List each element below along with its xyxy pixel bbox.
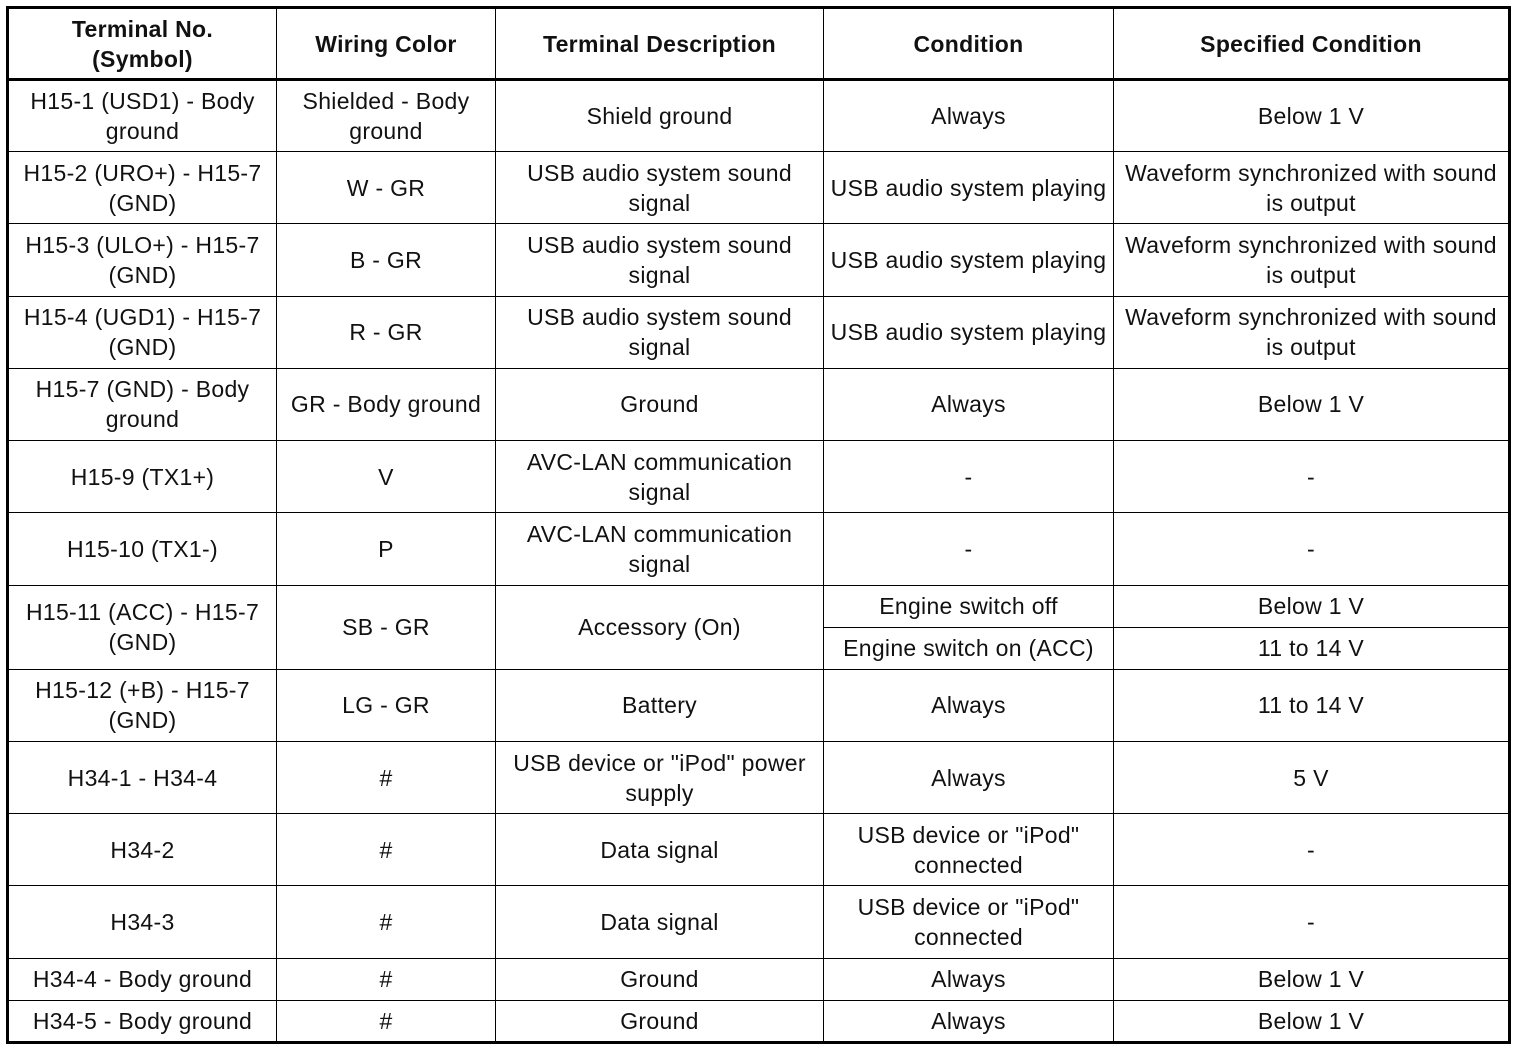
cell-terminal: H15-2 (URO+) - H15-7 (GND) — [8, 152, 277, 224]
cell-wiring-color: # — [277, 886, 496, 958]
cell-wiring-color: SB - GR — [277, 585, 496, 669]
header-terminal: Terminal No. (Symbol) — [8, 8, 277, 80]
header-wiring-color: Wiring Color — [277, 8, 496, 80]
header-row — [8, 8, 1510, 80]
cell-description: Data signal — [496, 886, 824, 958]
cell-wiring-color: LG - GR — [277, 669, 496, 741]
cell-description: Ground — [496, 958, 824, 1000]
cell-condition: - — [824, 513, 1114, 585]
cell-wiring-color: # — [277, 742, 496, 814]
cell-description: AVC-LAN communication signal — [496, 441, 824, 513]
cell-terminal: H34-3 — [8, 886, 277, 958]
cell-specified: Below 1 V — [1114, 80, 1510, 152]
cell-specified: Below 1 V — [1114, 1000, 1510, 1042]
cell-condition: USB device or "iPod" connected — [824, 814, 1114, 886]
cell-condition: USB device or "iPod" connected — [824, 886, 1114, 958]
cell-specified: Waveform synchronized with sound is output — [1114, 296, 1510, 368]
cell-description: USB audio system sound signal — [496, 152, 824, 224]
header-terminal-description: Terminal Description — [496, 8, 824, 80]
cell-wiring-color: V — [277, 441, 496, 513]
cell-specified: - — [1114, 886, 1510, 958]
cell-description: AVC-LAN communication signal — [496, 513, 824, 585]
cell-wiring-color: B - GR — [277, 224, 496, 296]
cell-description: Accessory (On) — [496, 585, 824, 669]
cell-condition: USB audio system playing — [824, 152, 1114, 224]
cell-specified: - — [1114, 441, 1510, 513]
table-row — [8, 80, 1510, 152]
cell-specified: 11 to 14 V — [1114, 669, 1510, 741]
header-condition: Condition — [824, 8, 1114, 80]
cell-description: Shield ground — [496, 80, 824, 152]
cell-wiring-color: P — [277, 513, 496, 585]
table-row — [8, 669, 1510, 741]
cell-description: Ground — [496, 368, 824, 440]
cell-condition: Engine switch off — [824, 585, 1114, 627]
cell-condition: Always — [824, 742, 1114, 814]
table-row — [8, 886, 1510, 958]
cell-condition: Always — [824, 669, 1114, 741]
cell-specified: Below 1 V — [1114, 368, 1510, 440]
cell-condition: USB audio system playing — [824, 224, 1114, 296]
cell-condition: Always — [824, 368, 1114, 440]
cell-condition: - — [824, 441, 1114, 513]
cell-wiring-color: # — [277, 1000, 496, 1042]
cell-terminal: H15-9 (TX1+) — [8, 441, 277, 513]
cell-terminal: H15-3 (ULO+) - H15-7 (GND) — [8, 224, 277, 296]
table-row — [8, 814, 1510, 886]
cell-wiring-color: # — [277, 814, 496, 886]
cell-specified: 5 V — [1114, 742, 1510, 814]
cell-description: Data signal — [496, 814, 824, 886]
cell-terminal: H34-4 - Body ground — [8, 958, 277, 1000]
cell-specified: - — [1114, 513, 1510, 585]
cell-terminal: H34-1 - H34-4 — [8, 742, 277, 814]
cell-wiring-color: R - GR — [277, 296, 496, 368]
table-row — [8, 224, 1510, 296]
cell-terminal: H15-10 (TX1-) — [8, 513, 277, 585]
cell-description: Battery — [496, 669, 824, 741]
cell-specified: - — [1114, 814, 1510, 886]
table-row — [8, 296, 1510, 368]
cell-condition: Always — [824, 1000, 1114, 1042]
table-row — [8, 368, 1510, 440]
table-row — [8, 513, 1510, 585]
cell-description: USB device or "iPod" power supply — [496, 742, 824, 814]
table-row — [8, 1000, 1510, 1042]
cell-terminal: H34-2 — [8, 814, 277, 886]
cell-terminal: H15-4 (UGD1) - H15-7 (GND) — [8, 296, 277, 368]
terminal-spec-table — [6, 6, 1511, 1044]
cell-condition: USB audio system playing — [824, 296, 1114, 368]
cell-wiring-color: W - GR — [277, 152, 496, 224]
cell-terminal: H34-5 - Body ground — [8, 1000, 277, 1042]
cell-terminal: H15-11 (ACC) - H15-7 (GND) — [8, 585, 277, 669]
cell-terminal: H15-1 (USD1) - Body ground — [8, 80, 277, 152]
table-row — [8, 441, 1510, 513]
cell-wiring-color: # — [277, 958, 496, 1000]
table-row — [8, 585, 1510, 627]
cell-specified: Below 1 V — [1114, 585, 1510, 627]
cell-description: USB audio system sound signal — [496, 224, 824, 296]
table-row — [8, 958, 1510, 1000]
cell-description: Ground — [496, 1000, 824, 1042]
cell-description: USB audio system sound signal — [496, 296, 824, 368]
table-row — [8, 742, 1510, 814]
cell-terminal: H15-12 (+B) - H15-7 (GND) — [8, 669, 277, 741]
cell-specified: Waveform synchronized with sound is output — [1114, 152, 1510, 224]
header-specified-condition: Specified Condition — [1114, 8, 1510, 80]
cell-specified: Waveform synchronized with sound is output — [1114, 224, 1510, 296]
cell-specified: Below 1 V — [1114, 958, 1510, 1000]
cell-wiring-color: GR - Body ground — [277, 368, 496, 440]
table-row — [8, 152, 1510, 224]
cell-condition: Always — [824, 80, 1114, 152]
cell-wiring-color: Shielded - Body ground — [277, 80, 496, 152]
cell-terminal: H15-7 (GND) - Body ground — [8, 368, 277, 440]
cell-condition: Always — [824, 958, 1114, 1000]
cell-specified: 11 to 14 V — [1114, 627, 1510, 669]
cell-condition: Engine switch on (ACC) — [824, 627, 1114, 669]
